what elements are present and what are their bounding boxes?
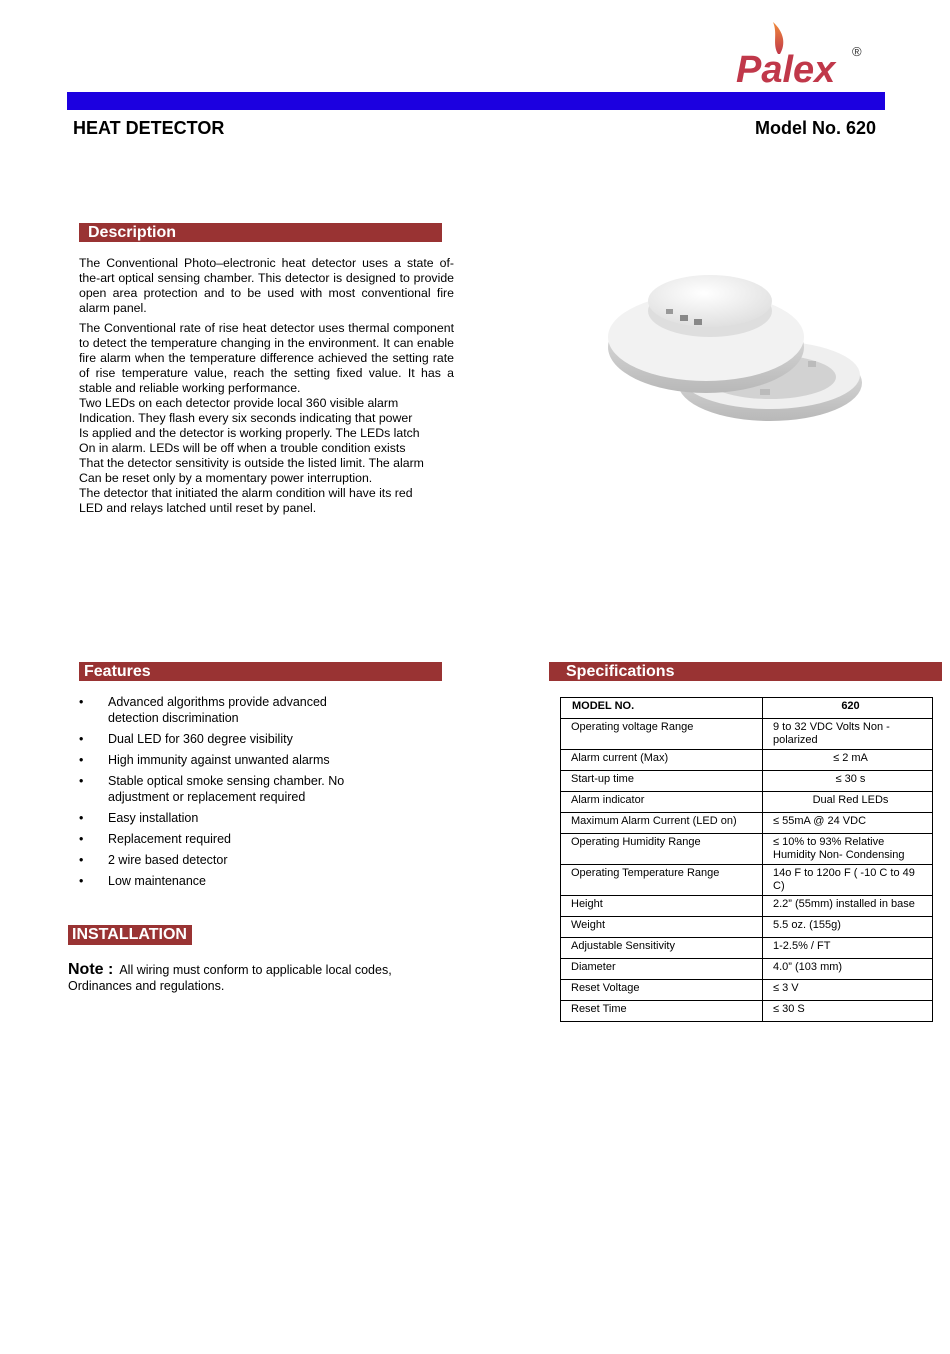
description-line: Two LEDs on each detector provide local 360 visible alarm <box>79 396 399 410</box>
description-line: Is applied and the detector is working properly. The LEDs latch <box>79 426 420 440</box>
spec-label: Diameter <box>561 959 763 980</box>
description-line: On in alarm. LEDs will be off when a trouble condition exists <box>79 441 406 455</box>
spec-label: Maximum Alarm Current (LED on) <box>561 813 763 834</box>
model-number: Model No. 620 <box>754 118 876 138</box>
spec-value: 2.2” (55mm) installed in base <box>763 896 933 917</box>
spec-label: Alarm current (Max) <box>561 750 763 771</box>
list-item <box>79 831 479 847</box>
list-item <box>79 773 479 805</box>
bullet: • <box>79 874 84 888</box>
table-row <box>561 980 933 1001</box>
spec-value: 1-2.5% / FT <box>763 938 933 959</box>
description-line: Indication. They flash every six seconds indicating that power <box>79 411 413 425</box>
specifications-heading: Specifications <box>549 662 942 681</box>
table-row <box>561 719 933 750</box>
feature-text: 2 wire based detector <box>108 853 228 867</box>
brand-logo <box>728 18 878 90</box>
list-item <box>79 731 479 747</box>
list-item <box>79 752 479 768</box>
table-row <box>561 750 933 771</box>
logo-text: Palex <box>736 49 836 90</box>
table-row <box>561 834 933 865</box>
feature-text: High immunity against unwanted alarms <box>108 753 330 767</box>
table-row <box>561 959 933 980</box>
features-heading: Features <box>79 662 442 681</box>
description-body <box>79 256 454 516</box>
spec-value: ≤ 30 S <box>763 1001 933 1022</box>
table-row <box>561 938 933 959</box>
note-text: All wiring must conform to applicable local codes, Ordinances and regulations. <box>68 963 392 993</box>
spec-label: Operating Humidity Range <box>561 834 763 865</box>
description-line: LED and relays latched until reset by panel. <box>79 501 317 515</box>
spec-value: 4.0” (103 mm) <box>763 959 933 980</box>
spec-label: Start-up time <box>561 771 763 792</box>
bullet: • <box>79 774 84 788</box>
description-line: That the detector sensitivity is outside the listed limit. The alarm <box>79 456 424 470</box>
bullet: • <box>79 732 84 746</box>
table-row <box>561 865 933 896</box>
header-cell: 620 <box>763 698 933 719</box>
table-row <box>561 1001 933 1022</box>
table-row <box>561 771 933 792</box>
note-label: Note : <box>68 961 114 978</box>
spec-value: ≤ 30 s <box>763 771 933 792</box>
spec-label: Alarm indicator <box>561 792 763 813</box>
description-paragraph: The Conventional rate of rise heat detector uses thermal component to detect the temperature changing in the environment. It can enable fire alarm when the temperature difference achieved the setting rate of rise temperature value, reach the setting fixed value. It has a stable and reliable working performance. <box>79 321 454 395</box>
spec-label: Height <box>561 896 763 917</box>
table-row <box>561 813 933 834</box>
list-item <box>79 810 479 826</box>
features-list <box>79 694 479 894</box>
list-item <box>79 694 479 726</box>
spec-label: Operating Temperature Range <box>561 865 763 896</box>
list-item <box>79 873 479 889</box>
spec-label: Weight <box>561 917 763 938</box>
feature-text: Advanced algorithms provide advanced detection discrimination <box>108 695 327 725</box>
bullet: • <box>79 832 84 846</box>
header-bar <box>67 92 885 110</box>
bullet: • <box>79 695 84 709</box>
header-cell: MODEL NO. <box>561 698 763 719</box>
feature-text: Easy installation <box>108 811 199 825</box>
spec-value: ≤ 10% to 93% Relative Humidity Non- Condensing <box>763 834 933 865</box>
description-paragraph: The Conventional Photo–electronic heat detector uses a state of-the-art optical sensing chamber. This detector is designed to provide open area protection and to be used with most conventional fire alarm panel. <box>79 256 454 315</box>
spec-label: Reset Voltage <box>561 980 763 1001</box>
spec-value: 14o F to 120o F ( -10 C to 49 C) <box>763 865 933 896</box>
bullet: • <box>79 811 84 825</box>
bullet: • <box>79 853 84 867</box>
feature-text: Low maintenance <box>108 874 206 888</box>
specifications-table <box>560 697 933 1022</box>
feature-text: Dual LED for 360 degree visibility <box>108 732 293 746</box>
spec-label: Operating voltage Range <box>561 719 763 750</box>
table-row <box>561 917 933 938</box>
spec-label: Reset Time <box>561 1001 763 1022</box>
page-title: HEAT DETECTOR <box>73 118 225 138</box>
installation-heading: INSTALLATION <box>68 925 192 945</box>
table-row <box>561 896 933 917</box>
table-header-row <box>561 698 933 719</box>
product-image <box>598 243 876 441</box>
spec-value: 5.5 oz. (155g) <box>763 917 933 938</box>
spec-value: 9 to 32 VDC Volts Non - polarized <box>763 719 933 750</box>
feature-text: Replacement required <box>108 832 231 846</box>
spec-value: ≤ 3 V <box>763 980 933 1001</box>
spec-value: ≤ 2 mA <box>763 750 933 771</box>
table-row <box>561 792 933 813</box>
description-heading: Description <box>79 223 442 242</box>
installation-note <box>68 962 428 994</box>
description-line: The detector that initiated the alarm condition will have its red <box>79 486 413 500</box>
feature-text: Stable optical smoke sensing chamber. No adjustment or replacement required <box>108 774 345 804</box>
registered-mark: ® <box>852 44 862 59</box>
spec-value: ≤ 55mA @ 24 VDC <box>763 813 933 834</box>
description-line: Can be reset only by a momentary power interruption. <box>79 471 373 485</box>
bullet: • <box>79 753 84 767</box>
spec-label: Adjustable Sensitivity <box>561 938 763 959</box>
spec-value: Dual Red LEDs <box>763 792 933 813</box>
list-item <box>79 852 479 868</box>
